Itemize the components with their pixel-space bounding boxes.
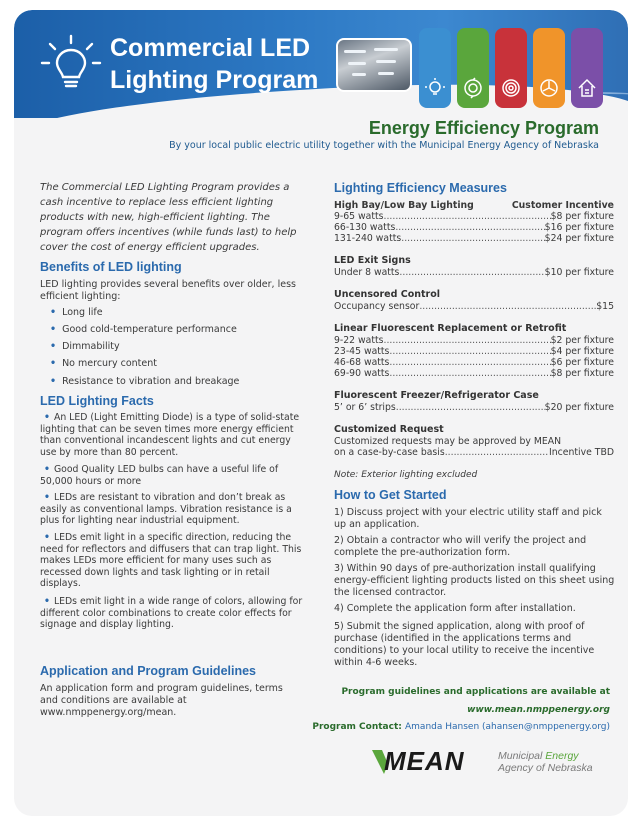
measure-row — [334, 233, 614, 244]
program-title — [110, 32, 318, 96]
measure-label: 9-65 watts — [334, 211, 384, 222]
measure-value: $8 per fixture — [550, 211, 614, 222]
facts-heading: LED Lighting Facts — [40, 394, 154, 408]
step: 4) Complete the application form after installation. — [334, 603, 576, 614]
fluorescent-title: Linear Fluorescent Replacement or Retrofit — [334, 323, 567, 334]
custom-title: Customized Request — [334, 424, 444, 435]
mean-logo-text: MEAN — [384, 746, 465, 776]
measures-heading: Lighting Efficiency Measures — [334, 181, 507, 195]
fact-item: • LEDs emit light in a specific direction, reducing the need for reflectors and diffusers that can trap light. This makes LEDs more efficient for many uses such as recessed down lights and task lighting or in retail displays. — [40, 532, 302, 589]
exit-signs-title: LED Exit Signs — [334, 255, 411, 266]
exterior-note: Note: Exterior lighting excluded — [334, 470, 478, 480]
fact-text: LEDs are resistant to vibration and don’t break as easily as conventional lamps. Vibration resistance is a plus for lighting near industrial equipment. — [40, 492, 292, 526]
contact-label: Program Contact: — [312, 722, 402, 732]
measure-value: $10 per fixture — [544, 267, 614, 278]
step: 2) Obtain a contractor who will verify the project and complete the pre-authorization form. — [334, 535, 587, 558]
measure-row — [334, 301, 614, 312]
measure-row — [334, 222, 614, 233]
measures-table — [334, 200, 614, 480]
lightbulb-logo-icon — [38, 32, 104, 98]
highbay-header: High Bay/Low Bay Lighting — [334, 200, 474, 211]
custom-text: Customized requests may be approved by MEAN — [334, 436, 562, 447]
measure-value: $20 per fixture — [544, 402, 614, 413]
measure-row — [334, 368, 614, 379]
coil-icon — [499, 76, 523, 100]
fact-item: • An LED (Light Emitting Diode) is a type of solid-state lighting that can be seven times more energy efficient than conventional incandescent lights and cut energy use by more than 80 percent. — [40, 412, 300, 458]
step: 1) Discuss project with your electric utility staff and pick up an application. — [334, 507, 602, 530]
freezer-title: Fluorescent Freezer/Refrigerator Case — [334, 390, 539, 401]
measure-label: on a case-by-case basis — [334, 447, 445, 458]
warehouse-photo — [336, 38, 412, 92]
fact-text: LEDs emit light in a specific direction, reducing the need for reflectors and diffusers that can trap light. This makes LEDs more efficient for many uses such as recessed down lights and task lighting or in retail displays. — [40, 532, 302, 589]
mean-logo — [372, 748, 492, 778]
fact-text: LEDs emit light in a wide range of colors, allowing for different color combinations to create color effects for signage and display lighting. — [40, 596, 303, 630]
incentive-header: Customer Incentive — [511, 200, 614, 211]
step: 3) Within 90 days of pre-authorization install qualifying energy-efficient lighting products listed on this sheet using the licensed contractor. — [334, 563, 615, 598]
agency-name — [498, 750, 593, 774]
flyer-page — [14, 10, 628, 816]
measure-row — [334, 447, 614, 458]
measure-value: $8 per fixture — [550, 368, 614, 379]
get-started-heading: How to Get Started — [334, 488, 447, 502]
measure-row — [334, 357, 614, 368]
measure-row — [334, 402, 614, 413]
measure-row — [334, 346, 614, 357]
measure-value: $4 per fixture — [550, 346, 614, 357]
fan-tile — [533, 28, 565, 108]
fact-item: • LEDs are resistant to vibration and don’t break as easily as conventional lamps. Vibration resistance is a plus for lighting near industrial equipment. — [40, 492, 292, 526]
measure-label: 131-240 watts — [334, 233, 402, 244]
measure-row — [334, 211, 614, 222]
benefit-item: • No mercury content — [50, 358, 157, 369]
measure-label: 5’ or 6’ strips — [334, 402, 396, 413]
energy-efficiency-heading: Energy Efficiency Program — [368, 118, 599, 138]
measure-row — [334, 267, 614, 278]
title-line-1: Commercial LED — [110, 34, 311, 62]
intro-paragraph: The Commercial LED Lighting Program provides a cash incentive to replace less efficient lighting products with new, high-efficient lighting. The program offers incentives (while funds last) to help cover the cost of energy efficient upgrades. — [40, 182, 297, 253]
measure-row — [334, 335, 614, 346]
measure-label: 69-90 watts — [334, 368, 390, 379]
measure-label: 9-22 watts — [334, 335, 384, 346]
contact-value: Amanda Hansen (ahansen@nmppenergy.org) — [405, 722, 610, 732]
title-line-2: Lighting Program — [110, 66, 319, 94]
fact-item: • LEDs emit light in a wide range of colors, allowing for different color combinations to create color effects for signage and display lighting. — [40, 596, 303, 630]
measure-label: 23-45 watts — [334, 346, 390, 357]
guidelines-heading: Application and Program Guidelines — [40, 664, 257, 678]
measure-label: 66-130 watts — [334, 222, 396, 233]
fact-text: Good Quality LED bulbs can have a useful life of 50,000 hours or more — [40, 464, 279, 487]
house-tile — [571, 28, 603, 108]
measure-value: $24 per fixture — [544, 233, 614, 244]
benefits-heading: Benefits of LED lighting — [40, 260, 182, 274]
fact-text: An LED (Light Emitting Diode) is a type of solid-state lighting that can be seven times more energy efficient than conventional incandescent lights and cut energy use by more than 80 percent. — [40, 412, 300, 458]
guidelines-text: An application form and program guidelines, terms and conditions are available at www.nmppenergy.org/mean. — [40, 683, 283, 718]
agency-word-municipal: Municipal — [498, 750, 543, 762]
custom-line — [334, 436, 614, 447]
step: 5) Submit the signed application, along with proof of purchase (identified in the applications terms and conditions) to your local utility to receive the incentive within 4-6 weeks. — [334, 621, 595, 668]
fan-icon — [537, 76, 561, 100]
benefits-lead: LED lighting provides several benefits over older, less efficient lighting: — [40, 279, 296, 302]
house-icon — [575, 76, 599, 100]
control-title: Uncensored Control — [334, 289, 441, 300]
agency-word-energy: Energy — [545, 750, 579, 762]
lightbulb-tile — [419, 28, 451, 108]
measure-label: Under 8 watts — [334, 267, 400, 278]
benefit-item: • Resistance to vibration and breakage — [50, 376, 239, 387]
measure-label: 46-68 watts — [334, 357, 390, 368]
measure-label: Occupancy sensor — [334, 301, 420, 312]
fact-item: • Good Quality LED bulbs can have a useful life of 50,000 hours or more — [40, 464, 279, 487]
agency-line-2: Agency of Nebraska — [498, 762, 593, 774]
subtitle: By your local public electric utility together with the Municipal Energy Agency of Nebraska — [169, 140, 599, 151]
benefit-item: • Long life — [50, 307, 103, 318]
program-contact — [294, 722, 610, 732]
benefit-item: • Dimmability — [50, 341, 120, 352]
coil-tile — [495, 28, 527, 108]
measure-value: $16 per fixture — [544, 222, 614, 233]
measure-value: $2 per fixture — [550, 335, 614, 346]
availability-text: Program guidelines and applications are available at — [341, 687, 610, 697]
website-link[interactable]: www.mean.nmppenergy.org — [467, 705, 610, 715]
lightbulb-icon — [423, 76, 447, 100]
measure-value: $6 per fixture — [550, 357, 614, 368]
recycle-tile — [457, 28, 489, 108]
measures-column-headers — [334, 200, 614, 211]
measure-value: $15 — [596, 301, 614, 312]
benefit-item: • Good cold-temperature performance — [50, 324, 237, 335]
measure-value: Incentive TBD — [549, 447, 614, 458]
recycle-icon — [461, 76, 485, 100]
